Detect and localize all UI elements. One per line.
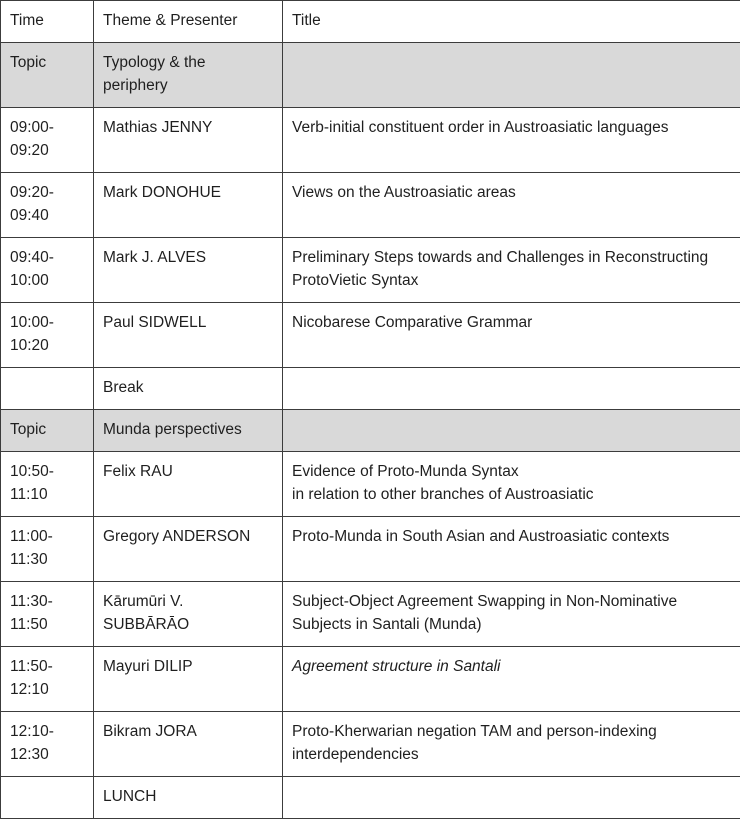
presenter-cell: Bikram JORA: [94, 712, 283, 777]
title-cell: Proto-Kherwarian negation TAM and person-indexing interdependencies: [283, 712, 740, 777]
title-line: in relation to other branches of Austroasiatic: [292, 483, 731, 506]
header-theme-presenter: Theme & Presenter: [94, 1, 283, 43]
header-row: [1, 1, 740, 43]
title-cell: [283, 647, 740, 712]
topic-title-cell: [283, 43, 740, 108]
presenter-cell: Mark J. ALVES: [94, 238, 283, 303]
title-cell: Preliminary Steps towards and Challenges in Reconstructing ProtoVietic Syntax: [283, 238, 740, 303]
table-row: [1, 452, 740, 517]
table-row: [1, 647, 740, 712]
topic-row: [1, 43, 740, 108]
title-cell: Nicobarese Comparative Grammar: [283, 303, 740, 368]
title-cell: Views on the Austroasiatic areas: [283, 173, 740, 238]
header-title: Title: [283, 1, 740, 43]
time-cell: 11:50-12:10: [1, 647, 94, 712]
topic-name: Typology & the periphery: [94, 43, 283, 108]
presenter-cell: Gregory ANDERSON: [94, 517, 283, 582]
topic-label: Topic: [1, 43, 94, 108]
title-line: Evidence of Proto-Munda Syntax: [292, 460, 731, 483]
time-cell: 11:00-11:30: [1, 517, 94, 582]
title-cell: Verb-initial constituent order in Austroasiatic languages: [283, 108, 740, 173]
presenter-cell: Mayuri DILIP: [94, 647, 283, 712]
lunch-row: [1, 777, 740, 819]
table-row: [1, 303, 740, 368]
header-time: Time: [1, 1, 94, 43]
presenter-cell: Paul SIDWELL: [94, 303, 283, 368]
table-row: [1, 517, 740, 582]
time-cell: 10:00-10:20: [1, 303, 94, 368]
title-cell: [283, 777, 740, 819]
table-row: [1, 108, 740, 173]
presenter-cell: Mathias JENNY: [94, 108, 283, 173]
time-cell: 09:00-09:20: [1, 108, 94, 173]
title-cell: Subject-Object Agreement Swapping in Non-Nominative Subjects in Santali (Munda): [283, 582, 740, 647]
time-cell: [1, 368, 94, 410]
presenter-cell: Kārumūri V. SUBBĀRĀO: [94, 582, 283, 647]
break-row: [1, 368, 740, 410]
lunch-label: LUNCH: [94, 777, 283, 819]
presenter-cell: Felix RAU: [94, 452, 283, 517]
time-cell: 09:40-10:00: [1, 238, 94, 303]
title-cell: [283, 452, 740, 517]
title-cell: [283, 368, 740, 410]
time-cell: 09:20-09:40: [1, 173, 94, 238]
table-row: [1, 712, 740, 777]
table-row: [1, 173, 740, 238]
topic-title-cell: [283, 410, 740, 452]
table-row: [1, 238, 740, 303]
break-label: Break: [94, 368, 283, 410]
table-row: [1, 582, 740, 647]
topic-label: Topic: [1, 410, 94, 452]
topic-row: [1, 410, 740, 452]
time-cell: 10:50-11:10: [1, 452, 94, 517]
topic-name: Munda perspectives: [94, 410, 283, 452]
time-cell: 12:10-12:30: [1, 712, 94, 777]
time-cell: [1, 777, 94, 819]
presenter-cell: Mark DONOHUE: [94, 173, 283, 238]
title-cell: Proto-Munda in South Asian and Austroasiatic contexts: [283, 517, 740, 582]
time-cell: 11:30-11:50: [1, 582, 94, 647]
italic-title: Agreement structure in Santali: [292, 658, 501, 675]
